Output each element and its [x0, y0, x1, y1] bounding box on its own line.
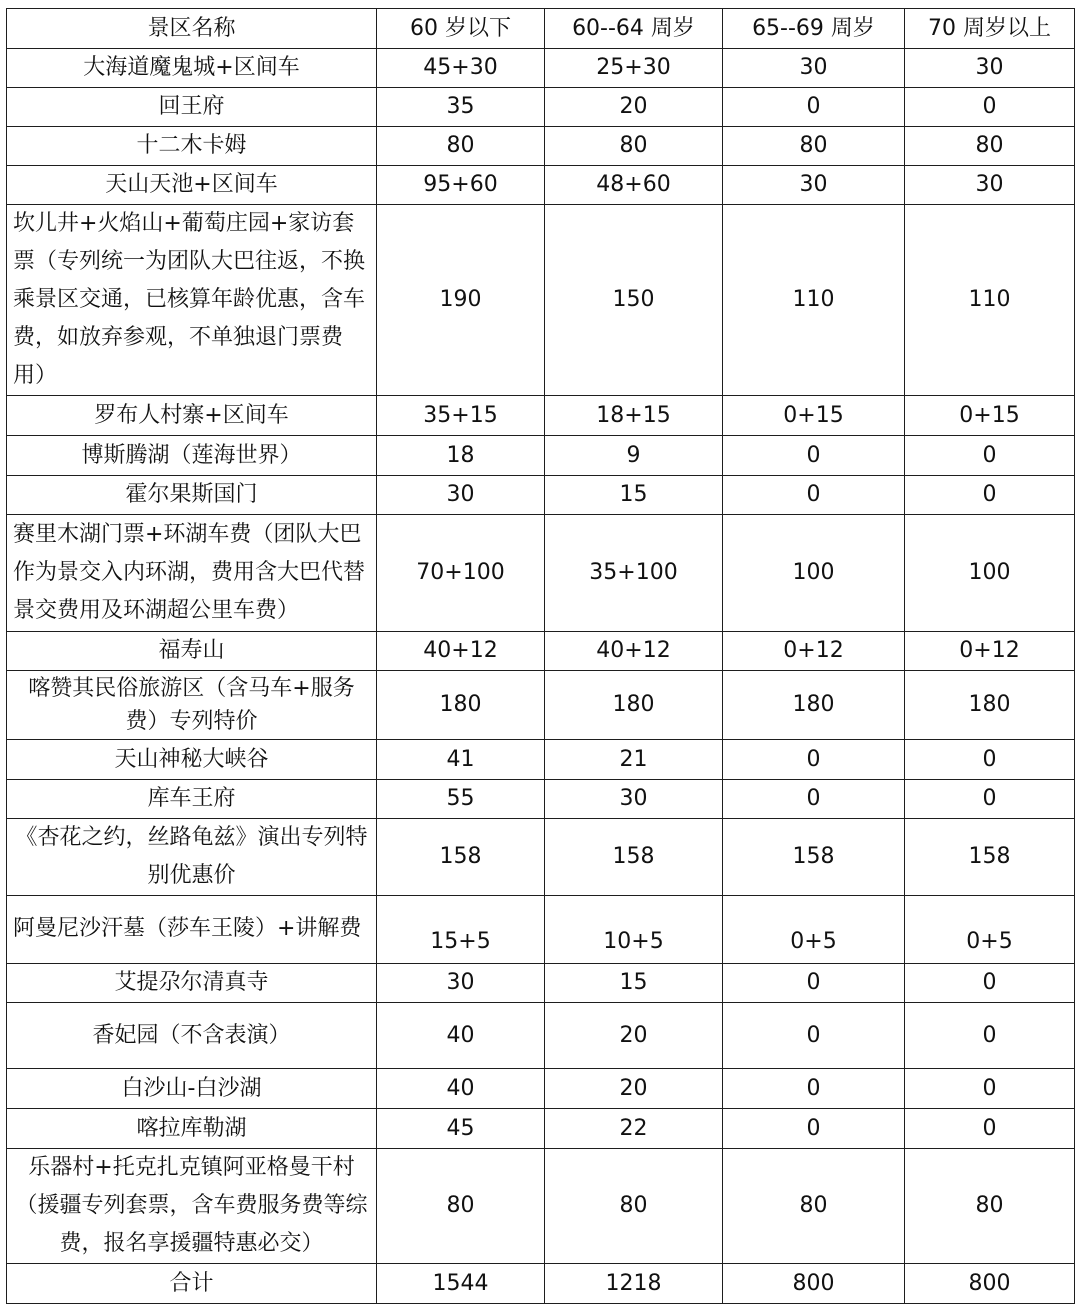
scenic-name-cell: 天山天池+区间车 — [7, 166, 377, 205]
price-cell: 80 — [377, 127, 545, 166]
table-row — [7, 964, 1075, 1003]
price-cell: 80 — [905, 127, 1075, 166]
price-cell: 0 — [905, 1109, 1075, 1149]
price-cell: 30 — [723, 166, 905, 205]
total-cell: 1218 — [545, 1264, 723, 1304]
price-cell: 18+15 — [545, 396, 723, 436]
scenic-name-cell: 罗布人村寨+区间车 — [7, 396, 377, 436]
price-cell: 70+100 — [377, 515, 545, 632]
price-cell: 20 — [545, 88, 723, 127]
price-cell: 180 — [377, 671, 545, 740]
total-row — [7, 1264, 1075, 1304]
price-cell: 35+100 — [545, 515, 723, 632]
table-row — [7, 740, 1075, 780]
scenic-name-cell: 霍尔果斯国门 — [7, 476, 377, 515]
scenic-name-cell: 《杏花之约，丝路龟兹》演出专列特别优惠价 — [7, 819, 377, 896]
scenic-name-cell: 喀拉库勒湖 — [7, 1109, 377, 1149]
table-row — [7, 127, 1075, 166]
price-cell: 0 — [905, 964, 1075, 1003]
table-row — [7, 819, 1075, 896]
scenic-name-cell: 十二木卡姆 — [7, 127, 377, 166]
price-cell: 158 — [545, 819, 723, 896]
price-cell: 0+12 — [905, 632, 1075, 671]
table-row — [7, 1069, 1075, 1109]
price-cell: 80 — [545, 1149, 723, 1264]
scenic-name-cell: 赛里木湖门票+环湖车费（团队大巴作为景交入内环湖，费用含大巴代替景交费用及环湖超公里车费） — [7, 515, 377, 632]
price-cell: 80 — [723, 1149, 905, 1264]
price-cell: 110 — [905, 205, 1075, 396]
table-row — [7, 1149, 1075, 1264]
price-cell: 0+12 — [723, 632, 905, 671]
price-cell: 80 — [545, 127, 723, 166]
table-row — [7, 1109, 1075, 1149]
price-cell: 9 — [545, 436, 723, 476]
price-cell: 0 — [905, 476, 1075, 515]
scenic-name-cell: 阿曼尼沙汗墓（莎车王陵）+讲解费 — [7, 896, 377, 964]
price-cell: 150 — [545, 205, 723, 396]
price-cell: 0 — [723, 88, 905, 127]
price-cell: 45 — [377, 1109, 545, 1149]
table-row — [7, 476, 1075, 515]
table-row — [7, 780, 1075, 819]
price-cell: 158 — [905, 819, 1075, 896]
table-row — [7, 515, 1075, 632]
price-cell: 0 — [723, 780, 905, 819]
scenic-name-cell: 库车王府 — [7, 780, 377, 819]
scenic-name-cell: 艾提尕尔清真寺 — [7, 964, 377, 1003]
scenic-name-cell: 喀赞其民俗旅游区（含马车+服务费）专列特价 — [7, 671, 377, 740]
price-cell: 40+12 — [545, 632, 723, 671]
price-cell: 0 — [723, 476, 905, 515]
price-cell: 0+15 — [723, 396, 905, 436]
table-row — [7, 671, 1075, 740]
price-cell: 0 — [905, 740, 1075, 780]
scenic-name-cell: 香妃园（不含表演） — [7, 1003, 377, 1069]
price-cell: 80 — [377, 1149, 545, 1264]
price-cell: 0+15 — [905, 396, 1075, 436]
price-cell: 80 — [905, 1149, 1075, 1264]
price-cell: 0 — [723, 1003, 905, 1069]
price-cell: 55 — [377, 780, 545, 819]
total-cell: 800 — [723, 1264, 905, 1304]
header-scenic-name: 景区名称 — [7, 9, 377, 49]
price-cell: 110 — [723, 205, 905, 396]
price-cell: 0 — [723, 964, 905, 1003]
price-cell: 100 — [723, 515, 905, 632]
price-cell: 0 — [905, 780, 1075, 819]
price-cell: 0 — [905, 1003, 1075, 1069]
scenic-name-cell: 博斯腾湖（莲海世界） — [7, 436, 377, 476]
price-cell: 0 — [723, 740, 905, 780]
ticket-price-table — [6, 8, 1075, 1304]
price-cell: 0 — [723, 436, 905, 476]
price-cell: 30 — [723, 49, 905, 88]
header-60-64: 60--64 周岁 — [545, 9, 723, 49]
header-under-60: 60 岁以下 — [377, 9, 545, 49]
price-cell: 190 — [377, 205, 545, 396]
table-row — [7, 205, 1075, 396]
table-row — [7, 88, 1075, 127]
price-cell: 0+5 — [723, 896, 905, 964]
table-row — [7, 49, 1075, 88]
price-cell: 22 — [545, 1109, 723, 1149]
price-cell: 15+5 — [377, 896, 545, 964]
price-cell: 0 — [905, 88, 1075, 127]
price-cell: 180 — [905, 671, 1075, 740]
price-cell: 35+15 — [377, 396, 545, 436]
table-row — [7, 166, 1075, 205]
scenic-name-cell: 坎儿井+火焰山+葡萄庄园+家访套票（专列统一为团队大巴往返，不换乘景区交通，已核算年龄优惠，含车费，如放弃参观，不单独退门票费用） — [7, 205, 377, 396]
price-cell: 0+5 — [905, 896, 1075, 964]
price-cell: 0 — [723, 1069, 905, 1109]
price-cell: 30 — [905, 49, 1075, 88]
table-row — [7, 396, 1075, 436]
price-cell: 25+30 — [545, 49, 723, 88]
price-cell: 95+60 — [377, 166, 545, 205]
price-cell: 158 — [723, 819, 905, 896]
price-cell: 41 — [377, 740, 545, 780]
price-cell: 40 — [377, 1069, 545, 1109]
price-cell: 40 — [377, 1003, 545, 1069]
price-cell: 100 — [905, 515, 1075, 632]
price-cell: 45+30 — [377, 49, 545, 88]
table-row — [7, 1003, 1075, 1069]
price-cell: 30 — [545, 780, 723, 819]
header-row — [7, 9, 1075, 49]
table-row — [7, 436, 1075, 476]
price-cell: 180 — [723, 671, 905, 740]
price-cell: 21 — [545, 740, 723, 780]
table-row — [7, 896, 1075, 964]
price-cell: 20 — [545, 1069, 723, 1109]
header-70-plus: 70 周岁以上 — [905, 9, 1075, 49]
table-row — [7, 632, 1075, 671]
price-cell: 15 — [545, 964, 723, 1003]
scenic-name-cell: 大海道魔鬼城+区间车 — [7, 49, 377, 88]
price-cell: 0 — [905, 1069, 1075, 1109]
scenic-name-cell: 乐器村+托克扎克镇阿亚格曼干村（援疆专列套票，含车费服务费等综费，报名享援疆特惠必交） — [7, 1149, 377, 1264]
scenic-name-cell: 福寿山 — [7, 632, 377, 671]
total-label-cell: 合计 — [7, 1264, 377, 1304]
price-cell: 158 — [377, 819, 545, 896]
price-cell: 30 — [377, 964, 545, 1003]
price-cell: 30 — [377, 476, 545, 515]
price-cell: 40+12 — [377, 632, 545, 671]
price-cell: 0 — [723, 1109, 905, 1149]
price-cell: 35 — [377, 88, 545, 127]
total-cell: 1544 — [377, 1264, 545, 1304]
header-65-69: 65--69 周岁 — [723, 9, 905, 49]
price-cell: 30 — [905, 166, 1075, 205]
scenic-name-cell: 天山神秘大峡谷 — [7, 740, 377, 780]
price-cell: 80 — [723, 127, 905, 166]
scenic-name-cell: 回王府 — [7, 88, 377, 127]
scenic-name-cell: 白沙山-白沙湖 — [7, 1069, 377, 1109]
price-cell: 20 — [545, 1003, 723, 1069]
price-cell: 15 — [545, 476, 723, 515]
price-cell: 48+60 — [545, 166, 723, 205]
price-cell: 18 — [377, 436, 545, 476]
price-cell: 180 — [545, 671, 723, 740]
total-cell: 800 — [905, 1264, 1075, 1304]
price-cell: 0 — [905, 436, 1075, 476]
price-cell: 10+5 — [545, 896, 723, 964]
